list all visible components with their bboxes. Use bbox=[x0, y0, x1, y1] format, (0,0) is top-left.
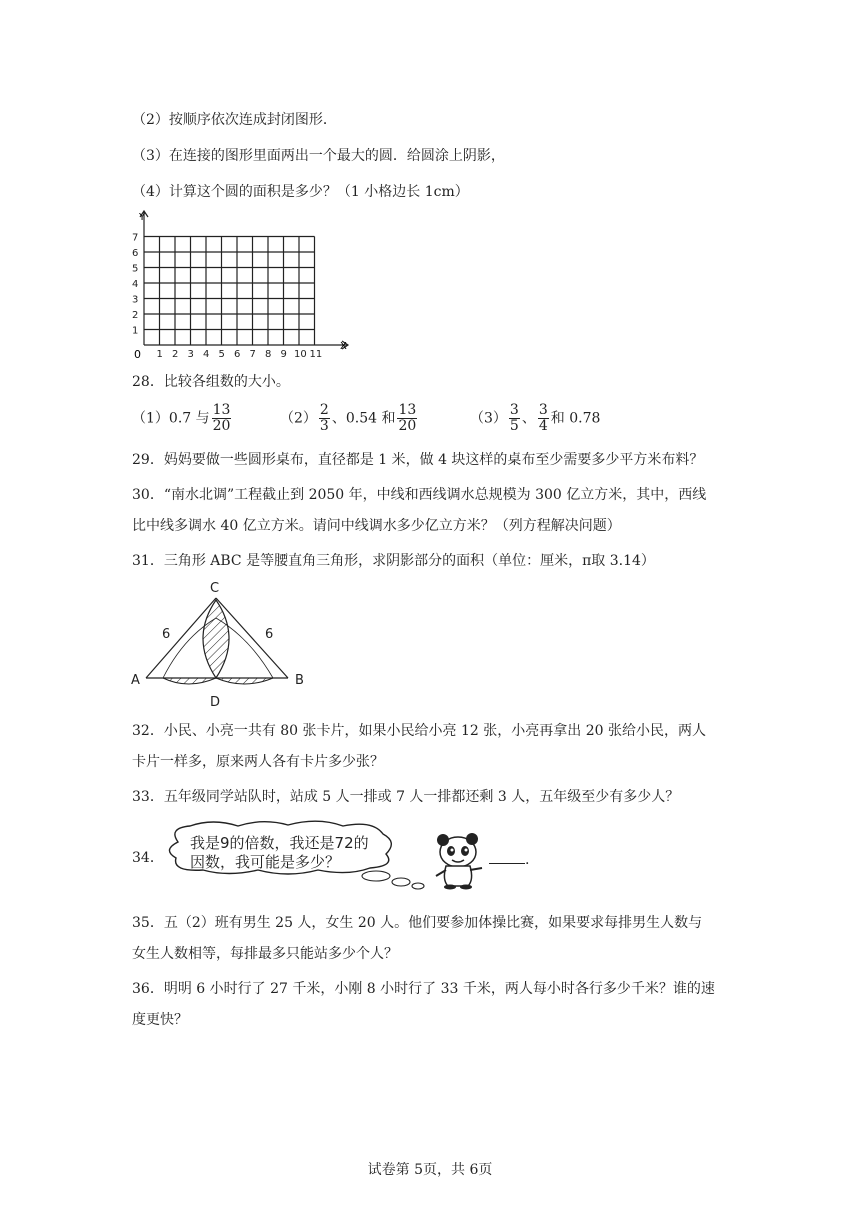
y-tick-label: 1 bbox=[132, 325, 139, 337]
x-tick-label: 6 bbox=[234, 349, 241, 360]
x-tick-label: 5 bbox=[218, 349, 225, 360]
fraction-numerator: 3 bbox=[509, 402, 519, 418]
q27-step-3: （3）在连接的图形里面两出一个最大的圆．给圆涂上阴影， bbox=[132, 148, 505, 164]
side-right-label: 6 bbox=[265, 627, 274, 642]
fraction-denominator: 20 bbox=[212, 418, 231, 434]
answer-blank bbox=[489, 849, 525, 864]
side-left-label: 6 bbox=[162, 627, 171, 642]
fraction-3-5 bbox=[509, 403, 520, 434]
fraction-numerator: 13 bbox=[398, 402, 417, 418]
fraction-2-3 bbox=[319, 403, 330, 434]
fraction-denominator: 4 bbox=[538, 418, 548, 434]
x-axis-label: X bbox=[340, 341, 347, 352]
q28-title: 28．比较各组数的大小。 bbox=[132, 374, 290, 390]
q27-step-2: （2）按顺序依次连成封闭图形． bbox=[132, 112, 337, 128]
q28-part-3-end: 和 0.78 bbox=[550, 410, 601, 427]
y-tick-label: 5 bbox=[132, 263, 139, 275]
fraction-denominator: 5 bbox=[509, 418, 519, 434]
q34-number: 34． bbox=[132, 850, 164, 866]
point-d-label: D bbox=[210, 695, 221, 710]
bubble-line-1: 我是9的倍数，我还是72的 bbox=[190, 834, 369, 852]
x-tick-label: 11 bbox=[309, 349, 323, 360]
vertex-c-label: C bbox=[210, 581, 220, 596]
x-tick-label: 9 bbox=[280, 349, 287, 360]
y-tick-label: 7 bbox=[132, 232, 139, 244]
q34-period: . bbox=[525, 852, 530, 868]
x-tick-label: 3 bbox=[187, 349, 194, 360]
x-tick-label: 7 bbox=[249, 349, 256, 360]
y-tick-label: 2 bbox=[132, 310, 139, 321]
q31: 31．三角形 ABC 是等腰直角三角形，求阴影部分的面积（单位：厘米，π取 3.14） bbox=[132, 553, 655, 569]
fraction-numerator: 2 bbox=[319, 402, 329, 418]
q32-line-2: 卡片一样多，原来两人各有卡片多少张？ bbox=[132, 754, 384, 770]
fraction-3-4 bbox=[538, 403, 549, 434]
x-tick-label: 8 bbox=[265, 349, 272, 360]
x-tick-label: 4 bbox=[203, 349, 210, 360]
q28-part-1 bbox=[132, 403, 233, 434]
origin-label: 0 bbox=[134, 348, 141, 361]
q28-part-3 bbox=[470, 403, 600, 434]
triangle-figure bbox=[128, 578, 318, 713]
x-tick-label: 2 bbox=[172, 349, 179, 360]
q30-line-2: 比中线多调水 40 亿立方米。请问中线调水多少亿立方米？（列方程解决问题） bbox=[132, 518, 621, 534]
x-tick-label: 10 bbox=[294, 349, 307, 360]
y-tick-label: 6 bbox=[132, 248, 139, 259]
q36-line-2: 度更快？ bbox=[132, 1012, 188, 1028]
cartoon-character-icon bbox=[428, 830, 490, 890]
fraction-denominator: 20 bbox=[398, 418, 417, 434]
fraction-numerator: 13 bbox=[212, 402, 231, 418]
q34-answer-blank bbox=[489, 849, 529, 870]
q35-line-2: 女生人数相等，每排最多只能站多少个人？ bbox=[132, 946, 398, 962]
q29: 29．妈妈要做一些圆形桌布，直径都是 1 米，做 4 块这样的桌布至少需要多少平方米布料？ bbox=[132, 452, 704, 468]
q35-line-1: 35．五（2）班有男生 25 人，女生 20 人。他们要参加体操比赛，如果要求每排男生人数与 bbox=[132, 915, 703, 931]
page-footer: 试卷第 5页，共 6页 bbox=[367, 1162, 493, 1178]
x-tick-label: 1 bbox=[156, 349, 163, 360]
fraction-denominator: 3 bbox=[319, 418, 329, 434]
bubble-line-2: 因数，我可能是多少？ bbox=[190, 853, 341, 871]
vertex-b-label: B bbox=[295, 673, 304, 688]
fraction-13-20 bbox=[397, 403, 417, 434]
q33: 33．五年级同学站队时，站成 5 人一排或 7 人一排都还剩 3 人，五年级至少有多少人？ bbox=[132, 789, 680, 805]
fraction-numerator: 3 bbox=[538, 402, 548, 418]
q28-part-1-text: （1）0.7 与 bbox=[132, 410, 210, 427]
vertex-a-label: A bbox=[131, 673, 140, 688]
y-tick-label: 3 bbox=[132, 294, 139, 306]
coordinate-grid bbox=[128, 208, 358, 363]
q27-step-4: （4）计算这个圆的面积是多少？（1 小格边长 1cm） bbox=[132, 184, 469, 200]
q28-part-2-text: （2） bbox=[280, 410, 317, 427]
q28-part-2 bbox=[280, 403, 419, 434]
y-axis-label: Y bbox=[139, 212, 146, 223]
q28-part-3-sep: 、 bbox=[521, 410, 536, 427]
fraction-13-20 bbox=[212, 403, 232, 434]
q28-part-2-mid: 、0.54 和 bbox=[331, 410, 396, 427]
y-tick-label: 4 bbox=[132, 279, 139, 290]
q32-line-1: 32．小民、小亮一共有 80 张卡片，如果小民给小亮 12 张，小亮再拿出 20 张给小民，两人 bbox=[132, 723, 706, 739]
q28-part-3-text: （3） bbox=[470, 410, 507, 427]
q36-line-1: 36．明明 6 小时行了 27 千米，小刚 8 小时行了 33 千米，两人每小时各行多少千米？谁的速 bbox=[132, 981, 715, 997]
q30-line-1: 30．“南水北调”工程截止到 2050 年，中线和西线调水总规模为 300 亿立方米，其中，西线 bbox=[132, 487, 707, 503]
